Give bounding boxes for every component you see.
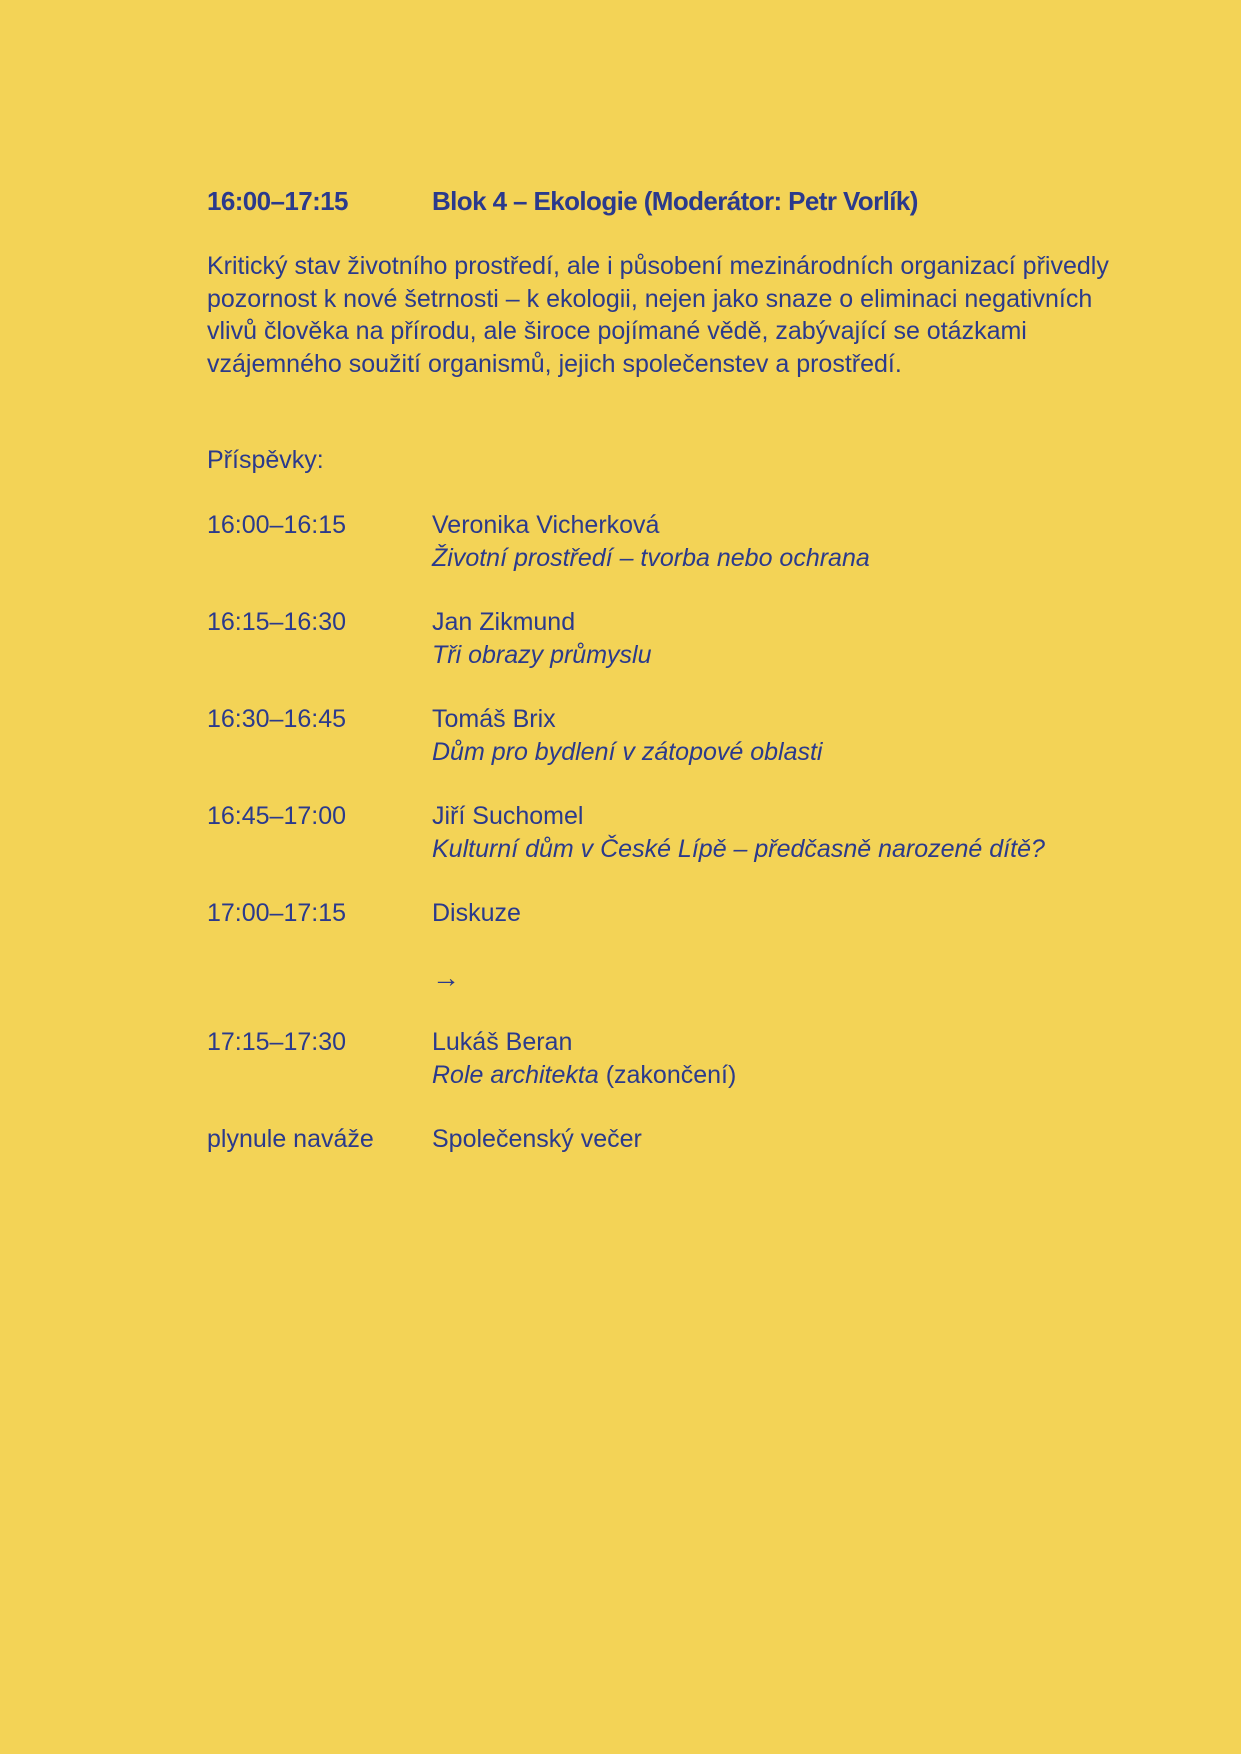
item-speaker: Společenský večer (432, 1125, 642, 1153)
block-time: 16:00–17:15 (207, 186, 348, 216)
arrow-right-icon: → (432, 961, 460, 993)
item-title: Životní prostředí – tvorba nebo ochrana (432, 543, 870, 572)
item-speaker: Diskuze (432, 899, 521, 927)
item-note: (zakončení) (605, 1060, 737, 1089)
item-title: Kulturní dům v České Lípě – předčasně narozené dítě? (432, 834, 1045, 863)
item-time: plynule naváže (207, 1125, 374, 1153)
schedule-item (207, 800, 1157, 865)
item-time: 16:45–17:00 (207, 802, 347, 830)
item-speaker: Lukáš Beran (432, 1028, 573, 1056)
block-description: Kritický stav životního prostředí, ale i působení mezinárodních organizací přivedly pozornost k nové šetrnosti – k ekologii, nejen jako snaze o eliminaci negativních vlivů člověka na přírodu, ale široce pojímané vědě, zabývající se otázkami vzájemného soužití organismů, jejich společenstev a prostředí. (207, 252, 1109, 378)
schedule-item (207, 606, 1157, 671)
schedule (207, 509, 1157, 1156)
block-title: Blok 4 – Ekologie (Moderátor: Petr Vorlík) (432, 186, 918, 216)
item-time: 16:00–16:15 (207, 511, 347, 539)
item-time: 17:15–17:30 (207, 1028, 347, 1056)
item-speaker: Veronika Vicherková (432, 511, 660, 539)
item-speaker: Tomáš Brix (432, 705, 556, 733)
item-time: 16:15–16:30 (207, 608, 347, 636)
contributions-label: Příspěvky: (207, 446, 324, 474)
schedule-item-evening (207, 1123, 1157, 1156)
item-title: Role architekta (432, 1060, 599, 1089)
block-header (207, 183, 918, 219)
schedule-item (207, 509, 1157, 574)
item-title: Dům pro bydlení v zátopové oblasti (432, 737, 823, 766)
item-speaker: Jiří Suchomel (432, 802, 584, 830)
schedule-item-closing (207, 1026, 1157, 1091)
schedule-item-discussion (207, 897, 1157, 930)
item-speaker: Jan Zikmund (432, 608, 576, 636)
schedule-item (207, 703, 1157, 768)
item-time: 17:00–17:15 (207, 899, 347, 927)
item-time: 16:30–16:45 (207, 705, 347, 733)
continuation-row (207, 962, 1157, 995)
item-title: Tři obrazy průmyslu (432, 640, 652, 669)
